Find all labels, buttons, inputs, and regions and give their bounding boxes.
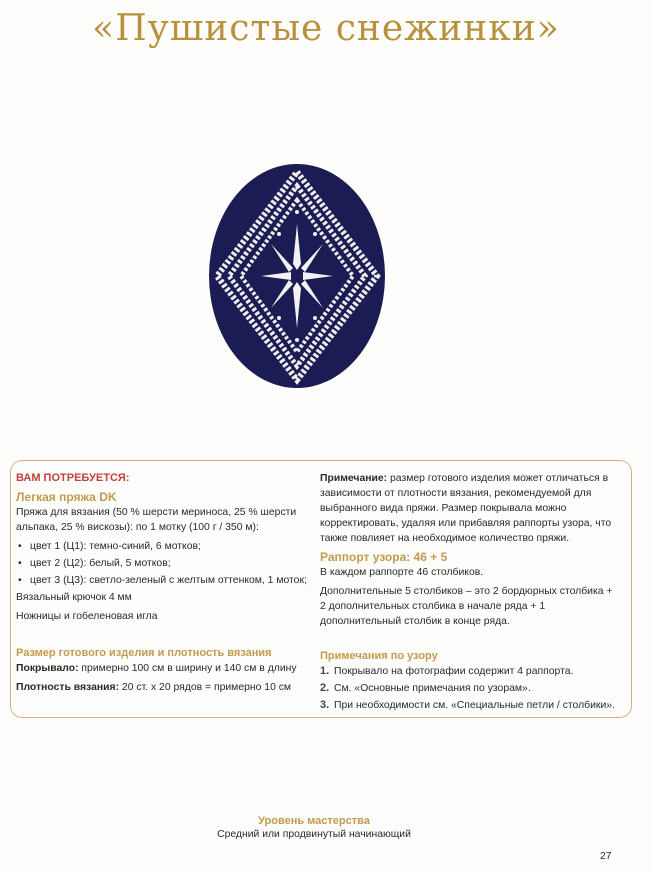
list-item: • цвет 3 (Ц3): светло-зеленый с желтым оттенком, 1 моток; xyxy=(16,573,308,588)
yarn-title: Легкая пряжа DK xyxy=(16,490,117,504)
left-column xyxy=(16,471,308,695)
needs-heading: ВАМ ПОТРЕБУЕТСЯ: xyxy=(16,472,130,484)
hook-text: Вязальный крючок 4 мм xyxy=(16,592,132,603)
pattern-notes-list xyxy=(320,664,620,713)
page-number: 27 xyxy=(600,851,612,862)
pattern-notes-heading: Примечания по узору xyxy=(320,650,438,662)
knitted-swatch-image xyxy=(209,164,385,388)
size-heading: Размер готового изделия и плотность вязания xyxy=(16,647,272,659)
list-item: • цвет 1 (Ц1): темно-синий, 6 мотков; xyxy=(16,539,308,554)
yarn-description: Пряжа для вязания (50 % шерсти мериноса, 25 % шерсти альпака, 25 % вискозы): по 1 мотку (100 г / 350 м): xyxy=(16,507,297,533)
tools-text: Ножницы и гобеленовая игла xyxy=(16,611,158,622)
list-item: • цвет 2 (Ц2): белый, 5 мотков; xyxy=(16,556,308,571)
skill-level-title: Уровень мастерства xyxy=(258,815,370,827)
note-text: Примечание: размер готового изделия может отличаться в зависимости от плотности вязания, рекомендуемой для выбранного вида пряжи. Размер покрывала можно корректировать, удаляя или прибавляя раппорты узора, что также повлияет на необходимое количество пряжи. xyxy=(320,473,612,544)
page-title: «Пушистые снежинки» xyxy=(92,8,560,49)
gauge: Плотность вязания: 20 ст. х 20 рядов = примерно 10 см xyxy=(16,682,292,693)
list-item: 1. Покрывало на фотографии содержит 4 раппорта. xyxy=(320,665,574,677)
skill-level-text: Средний или продвинутый начинающий xyxy=(217,829,411,840)
list-item: 3. При необходимости см. «Специальные петли / столбики». xyxy=(320,699,615,711)
repeat-heading: Раппорт узора: 46 + 5 xyxy=(320,550,448,564)
repeat-line-1: В каждом раппорте 46 столбиков. xyxy=(320,567,484,578)
right-column xyxy=(320,471,620,715)
list-item: 2. См. «Основные примечания по узорам». xyxy=(320,682,531,694)
blanket-size: Покрывало: примерно 100 см в ширину и 140 см в длину xyxy=(16,663,297,674)
repeat-line-2: Дополнительные 5 столбиков – это 2 бордюрных столбика + 2 дополнительных столбика в начале ряда + 1 дополнительный столбик в конце ряда. xyxy=(320,586,613,627)
yarn-color-list xyxy=(16,539,308,588)
